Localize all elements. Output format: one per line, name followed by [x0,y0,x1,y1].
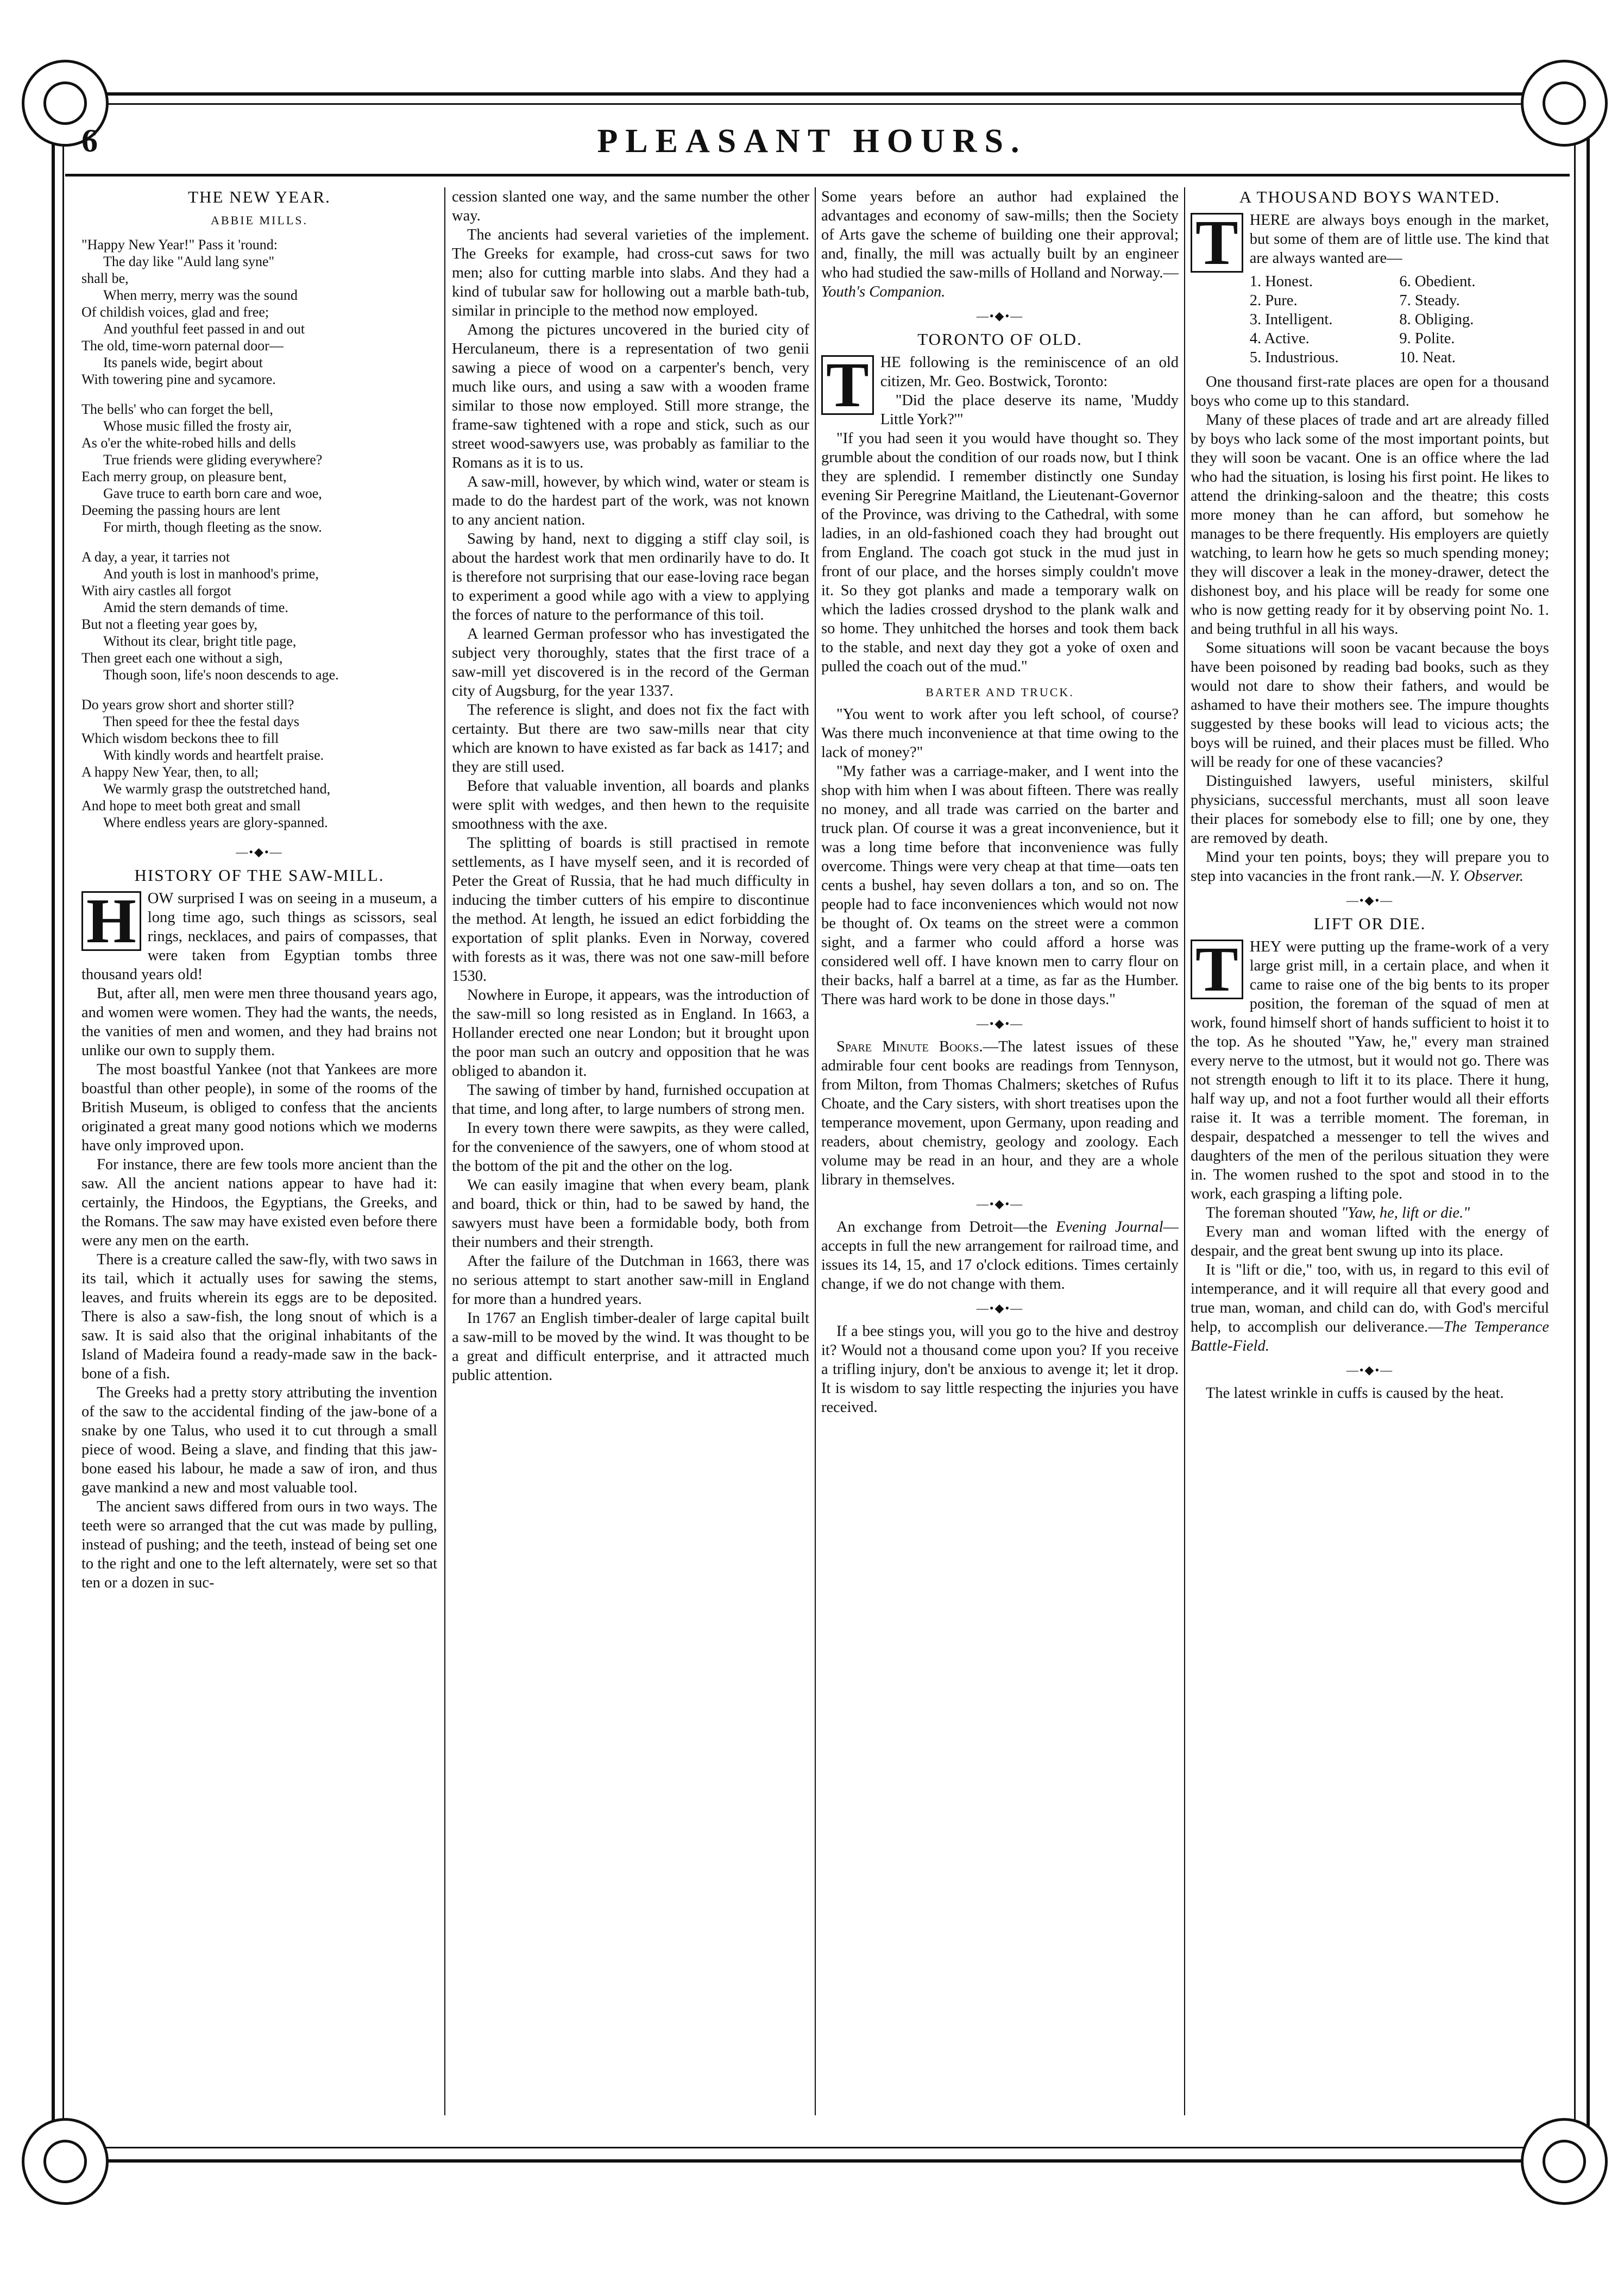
poem-line: As o'er the white-robed hills and dells [81,435,296,451]
article-title: HISTORY OF THE SAW-MILL. [134,866,385,885]
article-title: A THOUSAND BOYS WANTED. [1239,187,1501,206]
list-item: 1. Honest. [1249,273,1313,290]
section-separator: —•◆•— [976,309,1024,323]
poem-line: Do years grow short and shorter still? [81,697,294,713]
article-paragraph: cession slanted one way, and the same number the other way. [452,188,809,224]
article-paragraph: In 1767 an English timber-dealer of large capital built a saw-mill to be moved by the wind. It was thought to be a great and difficult enterprise, and it attracted much public attention. [452,1310,809,1384]
article-paragraph: "You went to work after you left school, of course? Was there much inconvenience at that time owing to the lack of money?" [821,706,1179,761]
poem-line: True friends were gliding everywhere? [103,452,323,468]
column-divider [444,187,445,2115]
source-credit: Youth's Companion. [821,283,946,300]
article-paragraph: HE following is the reminiscence of an old citizen, Mr. Geo. Bostwick, Toronto: [880,354,1179,390]
article-paragraph: —The latest issues of these admirable four cent books are readings from Tennyson, from Milton, from Thomas Chalmers; sketches of Rufus Choate, and the Cary sisters, with short treatises upon the temperance movement, upon Germany, upon reading and readers, about chemistry, geology and zoology. Each volume may be read in an hour, and they are a whole library in themselves. [821,1038,1179,1188]
article-paragraph: Some years before an author had explained the advantages and economy of saw-mills; then the Society of Arts gave the scheme of building one their approval; and, finally, the mill was actually built by an engineer who had studied the saw-mills of Holland and Norway.— [821,188,1179,281]
poem-line: A day, a year, it tarries not [81,549,230,565]
poem-line: Its panels wide, begirt about [103,355,263,370]
poem-line: Which wisdom beckons thee to fill [81,730,279,746]
article-paragraph: For instance, there are few tools more ancient than the saw. All the ancient nations appear to have had it: certainly, the Hindoos, the Egyptians, the Greeks, and the Romans. The saw may have existed even before there were any men on the earth. [81,1156,437,1249]
drop-cap: T [1191,940,1243,999]
poem-title: THE NEW YEAR. [188,187,331,206]
masthead: PLEASANT HOURS. [597,123,1027,160]
poem-line: Gave truce to earth born care and woe, [103,486,322,501]
article-paragraph: A saw-mill, however, by which wind, water or steam is made to do the hardest part of the work, was not known to any ancient nation. [452,474,809,528]
list-item: 10. Neat. [1399,349,1456,366]
column-1 [81,187,437,2121]
article-paragraph: OW surprised I was on seeing in a museum, a long time ago, such things as scissors, seal rings, necklaces, and pairs of compasses, that were taken from Egyptian tombs three thousand years old! [81,890,437,983]
page-number: 6 [81,123,98,159]
poem-line: Without its clear, bright title page, [103,633,297,649]
poem-line: Then greet each one without a sigh, [81,650,283,666]
poem-line: The day like "Auld lang syne" [103,254,275,269]
article-paragraph: Every man and woman lifted with the energy of despair, and the great bent swung up into its place. [1191,1224,1549,1259]
poem-line: With kindly words and heartfelt praise. [103,747,324,763]
list-item: 4. Active. [1249,330,1310,347]
poem-line: Though soon, life's noon descends to age. [103,667,339,683]
column-divider [815,187,816,2115]
list-item: 7. Steady. [1399,292,1460,309]
article-paragraph: The ancient saws differed from ours in two ways. The teeth were so arranged that the cut was made by pulling, instead of pushing; and the teeth, instead of being set one to the right and one to the left alternately, were set so that ten or a dozen in suc- [81,1498,437,1591]
column-4 [1191,187,1549,2121]
article-paragraph: The ancients had several varieties of the implement. The Greeks for example, had cross-cut saws for two men; also for cutting marble into slabs. And they had a kind of tubular saw for hollowing out a marble bath-tub, similar in principle to the method now employed. [452,226,809,319]
article-paragraph: We can easily imagine that when every beam, plank and board, thick or thin, had to be sawed by hand, the sawyers must have been a formidable body, both from their numbers and their strength. [452,1177,809,1251]
article-paragraph: The splitting of boards is still practised in remote settlements, as I have myself seen, and it is recorded of Peter the Great of Russia, that he had much difficulty in inducing the timber cutters of his empire to discontinue the method. At length, he issued an edict forbidding the exportation of split planks. Even in Norway, covered with forests as it was, there was not one saw-mill before 1530. [452,835,809,985]
subheading: BARTER AND TRUCK. [926,685,1074,699]
header-rule [65,174,1570,177]
article-paragraph: In every town there were sawpits, as they were called, for the convenience of the sawyers, one of whom stood at the bottom of the pit and the other on the log. [452,1120,809,1175]
list-item: 2. Pure. [1249,292,1298,309]
poem-line: With towering pine and sycamore. [81,371,276,387]
poem-line: shall be, [81,270,129,286]
column-3 [821,187,1179,2121]
list-item: 6. Obedient. [1399,273,1476,290]
poem-line: But not a fleeting year goes by, [81,616,257,632]
drop-cap: T [1191,213,1243,273]
drop-cap: H [81,891,141,951]
poem-line: The old, time-worn paternal door— [81,338,284,354]
article-title: LIFT OR DIE. [1313,914,1426,933]
article-paragraph: Many of these places of trade and art are already filled by boys who lack some of the most important points, but they will soon be vacant. One is an office where the lad who had the situation, is losing his first point. He likes to attend the drinking-saloon and the theatre; this costs more money than he can afford, but somehow he manages to be there frequently. His employers are quietly watching, to learn how he gets so much spending money; they will discover a leak in the money-drawer, detect the dishonest boy, and his place will be ready for some one who is now getting ready for it by observing point No. 1. and being truthful in all his ways. [1191,412,1549,638]
poem-line: And youthful feet passed in and out [103,321,305,337]
poem-line: Where endless years are glory-spanned. [103,815,328,830]
article-paragraph: Distinguished lawyers, useful ministers, skilful physicians, successful merchants, must all soon leave their places for somebody else to fill; one by one, they are removed by death. [1191,773,1549,847]
article-paragraph: "My father was a carriage-maker, and I went into the shop with him when I was about fifteen. There was really no money, and all trade was carried on the barter and truck plan. Of course it was a great inconvenience, but it was a long time before that inconvenience was fully overcome. Things were very cheap at that time—oats ten cents a bushel, hay seven dollars a ton, and so on. The people had to face inconveniences which would not now be thought of. Ox teams on the street were a common sight, and a farmer who could afford a horse was considered well off. I have known men to carry flour on their backs, half a barrel at a time, as far as the Humber. There was hard work to be done in those days." [821,763,1179,1008]
drop-cap: T [821,355,874,415]
qualities-list [1250,272,1549,367]
article-paragraph: It is "lift or die," too, with us, in regard to this evil of intemperance, and it will require all that every good and true man, woman, and child can do, with God's merciful help, to accomplish our deliverance.— [1191,1262,1549,1335]
article-paragraph: Sawing by hand, next to digging a stiff clay soil, is about the hardest work that men ordinarily have to do. It is therefore not surprising that our ease-loving race began to experiment a good while ago with a view to applying the forces of nature to the performance of this toil. [452,531,809,623]
poem-line: When merry, merry was the sound [103,287,298,303]
article-paragraph: The most boastful Yankee (not that Yankees are more boastful than other people), in some of the rooms of the British Museum, is obliged to confess that the ancients originated a great many good notions which we moderns have only improved upon. [81,1061,437,1154]
list-item: 5. Industrious. [1249,349,1339,366]
poem-line: A happy New Year, then, to all; [81,764,259,780]
poem-line: Of childish voices, glad and free; [81,304,269,320]
poem-author: ABBIE MILLS. [211,213,308,227]
poem-line: "Happy New Year!" Pass it 'round: [81,237,278,253]
corner-ornament-icon [22,2118,109,2205]
poem-line: The bells' who can forget the bell, [81,401,273,417]
poem-stanza [81,236,437,388]
source-credit: N. Y. Observer. [1431,868,1524,885]
article-paragraph: There is a creature called the saw-fly, with two saws in its tail, which it actually uses for sawing the stems, leaves, and fruits wherein its eggs are to be deposited. There is also a saw-fish, the long snout of which is a saw. It is said also that the original inhabitants of the Island of Madeira found a ready-made saw in the back-bone of a fish. [81,1251,437,1382]
section-separator: —•◆•— [1346,1363,1394,1377]
article-paragraph: "If you had seen it you would have thought so. They grumble about the condition of our roads now, but I think they are splendid. I remember distinctly one Sunday evening Sir Peregrine Maitland, the Lieutenant-Governor of the Province, was driving to the Cathedral, with some ladies, in an old-fashioned coach they had brought out from England. The coach got stuck in the mud just in front of our place, and the horses simply couldn't move it. So they got planks and made a temporary walk on which the ladies crossed dryshod to the plank walk and so home. They unhitched the horses and took them back to the stable, and next day they got a yoke of oxen and pulled the coach out of the mud." [821,430,1179,675]
poem-line: And hope to meet both great and small [81,798,301,814]
poem-line: With airy castles all forgot [81,583,231,598]
article-paragraph: The foreman shouted [1206,1205,1342,1221]
article-paragraph: The Greeks had a pretty story attributing the invention of the saw to the accidental finding of the jaw-bone of a snake by one Talus, who used it to cut through a small piece of wood. Being a slave, and finding that this jaw-bone eased his labour, he made a saw of iron, and thus gave mankind a new and most valuable tool. [81,1384,437,1496]
article-paragraph: Among the pictures uncovered in the buried city of Herculaneum, there is a representation of two genii sawing a piece of wood on a carpenter's bench, very much like ours, and using a saw with a wooden frame similar to those now employed. Still more strange, the frame-saw tightened with a rope and stick, such as our street wood-sawyers use, was probably as familiar to the Romans as it is to us. [452,322,809,471]
poem-line: Then speed for thee the festal days [103,714,299,729]
article-paragraph: HEY were putting up the frame-work of a very large grist mill, in a certain place, and when it came to raise one of the big bents to its proper position, the foreman of the squad of men at work, found himself short of hands sufficient to hoist it to the top. As he shouted "Yaw, he," every man strained every nerve to the utmost, but it would not go. There was not strength enough to lift it to its place. There it hung, half way up, and not a foot further would all their efforts raise it. It was a terrible moment. The foreman, in despair, despatched a messenger to tell the wives and daughters of the men of the perilous situation they were in. The women rushed to the spot and stood in to the work, each grasping a lifting pole. [1191,938,1549,1202]
article-paragraph: But, after all, men were men three thousand years ago, and women were women. They had the wants, the needs, the vanities of men and women, and they had brains not unlike our own to supply them. [81,985,437,1059]
section-separator: —•◆•— [976,1017,1024,1030]
poem-body [81,236,437,831]
article-paragraph: The reference is slight, and does not fix the fact with certainty. But there are two saw-mills near that city which are known to have existed as far back as 1417; and they are still used. [452,702,809,776]
poem-line: Each merry group, on pleasure bent, [81,469,287,484]
list-item: 9. Polite. [1399,330,1455,347]
article-paragraph: Mind your ten points, boys; they will prepare you to step into vacancies in the front rank.— [1191,849,1549,885]
poem-stanza [81,401,437,535]
poem-line: Whose music filled the frosty air, [103,418,292,434]
poem-stanza [81,549,437,683]
list-item: 8. Obliging. [1399,311,1474,328]
article-paragraph: "Did the place deserve its name, 'Muddy Little York?'" [880,392,1179,428]
article-paragraph: Nowhere in Europe, it appears, was the introduction of the saw-mill so long resisted as in England. In 1663, a Hollander erected one near London; but it brought upon the poor man such an outcry and opposition that he was obliged to abandon it. [452,987,809,1080]
list-item: 3. Intelligent. [1249,311,1333,328]
article-title: TORONTO OF OLD. [917,330,1082,349]
article-paragraph: If a bee stings you, will you go to the hive and destroy it? Would not a thousand come upon you? If you receive a trifling injury, don't be anxious to avenge it; let it drop. It is wisdom to say little respecting the injuries you have received. [821,1323,1179,1416]
poem-line: And youth is lost in manhood's prime, [103,566,319,582]
poem-line: Amid the stern demands of time. [103,600,288,615]
poem-line: We warmly grasp the outstretched hand, [103,781,331,797]
article-paragraph: —accepts in full the new arrangement for railroad time, and issues its 14, 15, and 17 o'clock editions. Times certainly change, if we do not change with them. [821,1219,1179,1293]
section-separator: —•◆•— [236,845,283,859]
article-paragraph: Before that valuable invention, all boards and planks were split with wedges, and then hewn to the requisite smoothness with the axe. [452,778,809,833]
newspaper-name: Evening Journal [1055,1219,1163,1236]
column-2 [452,187,809,2121]
article-paragraph: After the failure of the Dutchman in 1663, there was no serious attempt to start another saw-mill in England for more than a hundred years. [452,1253,809,1308]
article-paragraph: The latest wrinkle in cuffs is caused by the heat. [1206,1385,1504,1402]
corner-ornament-icon [1521,2118,1608,2205]
article-paragraph: A learned German professor who has investigated the subject very thoroughly, states that the first trace of a saw-mill yet discovered is in the record of the German city of Augsburg, for the year 1337. [452,626,809,699]
source-credit: The Temperance Battle-Field. [1191,1319,1549,1354]
article-paragraph: One thousand first-rate places are open for a thousand boys who come up to this standard. [1191,374,1549,409]
article-paragraph: HERE are always boys enough in the market, but some of them are of little use. The kind that are always wanted are— [1249,212,1549,267]
section-separator: —•◆•— [1346,893,1394,907]
article-paragraph: Some situations will soon be vacant because the boys have been poisoned by reading bad books, such as they would not dare to show their fathers, and would be ashamed to have their mothers see. The impure thoughts suggested by these books will lead to vicious acts; the boys will be ruined, and their places must be filled. Who will be ready for one of these vacancies? [1191,640,1549,771]
item-lead: Spare Minute Books. [836,1038,983,1055]
quote: "Yaw, he, lift or die." [1341,1205,1470,1221]
poem-line: Deeming the passing hours are lent [81,502,281,518]
column-divider [1184,187,1185,2115]
poem-line: For mirth, though fleeting as the snow. [103,519,322,535]
poem-stanza [81,696,437,831]
article-paragraph: The sawing of timber by hand, furnished occupation at that time, and long after, to large numbers of strong men. [452,1082,809,1118]
section-separator: —•◆•— [976,1301,1024,1315]
article-paragraph: An exchange from Detroit—the [836,1219,1056,1236]
section-separator: —•◆•— [976,1197,1024,1211]
